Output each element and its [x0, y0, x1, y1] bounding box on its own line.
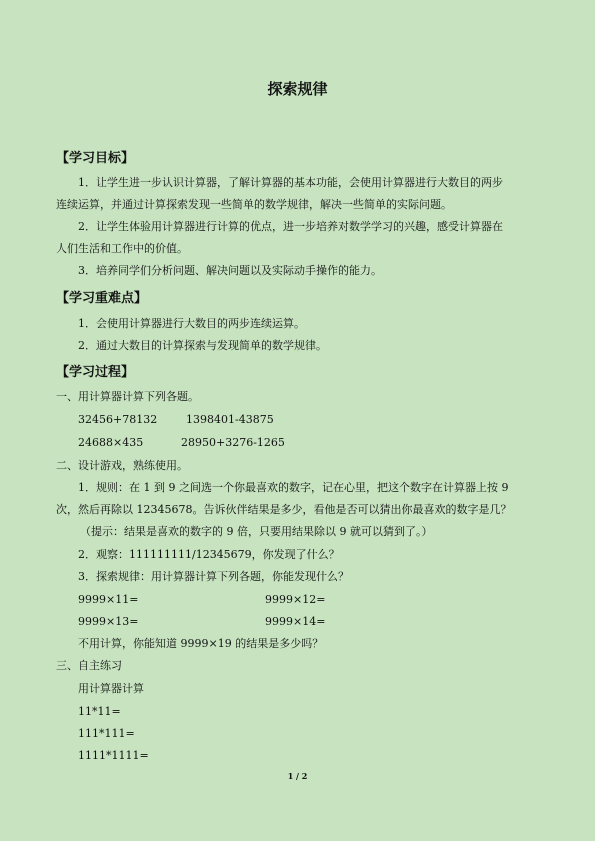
s2-observe: 2．观察：111111111/12345679，你发现了什么？	[78, 548, 340, 561]
goals-heading: 【学习目标】	[56, 151, 135, 166]
s2-hint: （提示：结果是喜欢的数字的 9 倍，只要用结果除以 9 就可以猜到了。）	[80, 525, 433, 538]
s1-expr-3: 24688×435	[78, 436, 144, 449]
s3-expr-2: 111*111=	[78, 727, 135, 740]
s3-expr-3: 1111*1111=	[78, 749, 149, 762]
s2-question: 不用计算，你能知道 9999×19 的结果是多少吗？	[78, 637, 324, 650]
goals-p2b: 人们生活和工作中的价值。	[56, 242, 188, 255]
s1-expr-4: 28950+3276-1265	[181, 436, 285, 449]
process-s2: 二、设计游戏，熟练使用。	[56, 459, 188, 472]
s2-explore: 3．探索规律：用计算器计算下列各题，你能发现什么？	[78, 570, 349, 583]
process-s1: 一、用计算器计算下列各题。	[56, 390, 199, 403]
s2-expr-3: 9999×13=	[78, 615, 139, 628]
s2-expr-4: 9999×14=	[265, 615, 326, 628]
s3-expr-1: 11*11=	[78, 705, 121, 718]
keypoints-p1: 1．会使用计算器进行大数目的两步连续运算。	[78, 317, 305, 330]
s2-expr-1: 9999×11=	[78, 593, 139, 606]
goals-p1b: 连续运算，并通过计算探索发现一些简单的数学规律，解决一些简单的实际问题。	[56, 198, 452, 211]
s1-expr-1: 32456+78132	[78, 413, 158, 426]
s1-expr-2: 1398401-43875	[186, 413, 274, 426]
s2-rule-b: 次，然后再除以 12345678。告诉伙伴结果是多少，看他是否可以猜出你最喜欢的数字是几？	[56, 503, 512, 516]
goals-p3: 3．培养同学们分析问题、解决问题以及实际动手操作的能力。	[78, 264, 382, 277]
s2-expr-2: 9999×12=	[265, 593, 326, 606]
process-heading: 【学习过程】	[56, 365, 135, 380]
process-s3: 三、自主练习	[56, 659, 122, 672]
s3-task: 用计算器计算	[78, 682, 144, 695]
goals-p2a: 2．让学生体验用计算器进行计算的优点，进一步培养对数学学习的兴趣，感受计算器在	[78, 220, 503, 233]
goals-p1a: 1．让学生进一步认识计算器，了解计算器的基本功能，会使用计算器进行大数目的两步	[78, 176, 503, 189]
keypoints-heading: 【学习重难点】	[56, 291, 148, 306]
page-title: 探索规律	[267, 80, 328, 98]
keypoints-p2: 2．通过大数目的计算探索与发现简单的数学规律。	[78, 339, 327, 352]
page-number: 1 / 2	[287, 771, 308, 781]
s2-rule-a: 1．规则：在 1 到 9 之间选一个你最喜欢的数字，记在心里，把这个数字在计算器上按 9	[78, 481, 509, 494]
